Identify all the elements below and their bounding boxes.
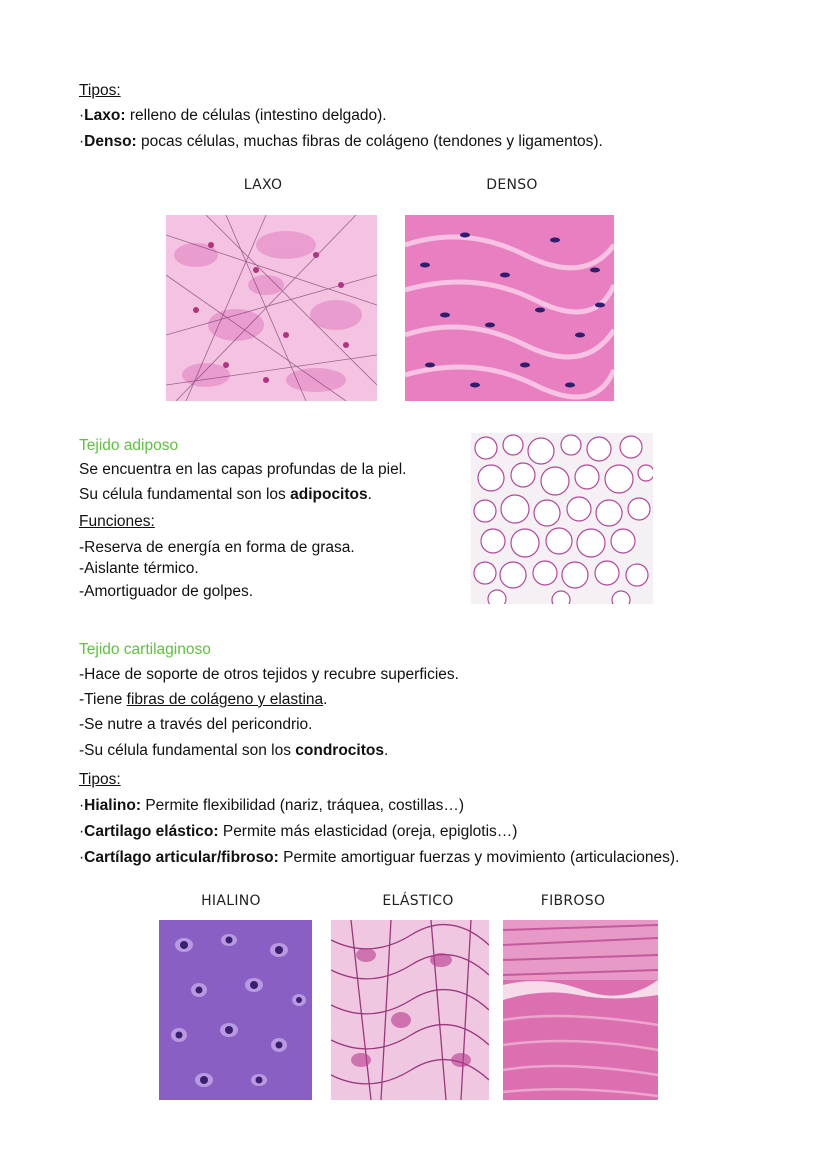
laxo-histology-image	[166, 215, 377, 401]
hialino-term: Hialino:	[84, 797, 142, 814]
denso-term: Denso:	[84, 133, 137, 150]
funcion-item: -Aislante térmico.	[79, 560, 199, 577]
caption-laxo: LAXO	[243, 177, 283, 193]
cartilaginoso-line-3: -Se nutre a través del pericondrio.	[79, 716, 313, 733]
articular-term: Cartílago articular/fibroso:	[84, 849, 279, 866]
laxo-definition: ·Laxo: relleno de células (intestino delgado).	[79, 107, 387, 124]
cartilaginoso-line-4: -Su célula fundamental son los condrocitos.	[79, 742, 389, 759]
tipos-heading: Tipos:	[79, 82, 121, 99]
adiposo-histology-image	[471, 433, 653, 604]
adiposo-title: Tejido adiposo	[79, 437, 179, 454]
denso-histology-image	[405, 215, 614, 401]
adipocitos-term: adipocitos	[290, 486, 368, 503]
cartilaginoso-line-1: -Hace de soporte de otros tejidos y recubre superficies.	[79, 666, 459, 683]
cartilaginoso-line-2: -Tiene fibras de colágeno y elastina.	[79, 691, 328, 708]
caption-hialino: HIALINO	[201, 893, 261, 909]
cartilaginoso-title: Tejido cartilaginoso	[79, 641, 211, 658]
laxo-term: Laxo:	[84, 107, 126, 124]
elastico-histology-image	[331, 920, 489, 1100]
fibras-underlined: fibras de colágeno y elastina	[126, 691, 324, 708]
adiposo-line-2: Su célula fundamental son los adipocitos.	[79, 486, 372, 503]
articular-definition: ·Cartílago articular/fibroso: Permite amortiguar fuerzas y movimiento (articulaciones).	[79, 849, 680, 866]
funcion-item: -Reserva de energía en forma de grasa.	[79, 539, 355, 556]
tipos-cartilago-heading: Tipos:	[79, 771, 121, 788]
caption-denso: DENSO	[486, 177, 538, 193]
denso-definition: ·Denso: pocas células, muchas fibras de colágeno (tendones y ligamentos).	[79, 133, 603, 150]
fibroso-histology-image	[503, 920, 658, 1100]
hialino-histology-image	[159, 920, 312, 1100]
funciones-heading: Funciones:	[79, 513, 155, 530]
funcion-item: -Amortiguador de golpes.	[79, 583, 254, 600]
adiposo-line-1: Se encuentra en las capas profundas de la piel.	[79, 461, 407, 478]
condrocitos-term: condrocitos	[295, 742, 384, 759]
caption-fibroso: FIBROSO	[540, 893, 606, 909]
elastico-definition: ·Cartilago elástico: Permite más elasticidad (oreja, epiglotis…)	[79, 823, 518, 840]
caption-elastico: ELÁSTICO	[382, 893, 454, 909]
hialino-definition: ·Hialino: Permite flexibilidad (nariz, tráquea, costillas…)	[79, 797, 465, 814]
elastico-term: Cartilago elástico:	[84, 823, 219, 840]
